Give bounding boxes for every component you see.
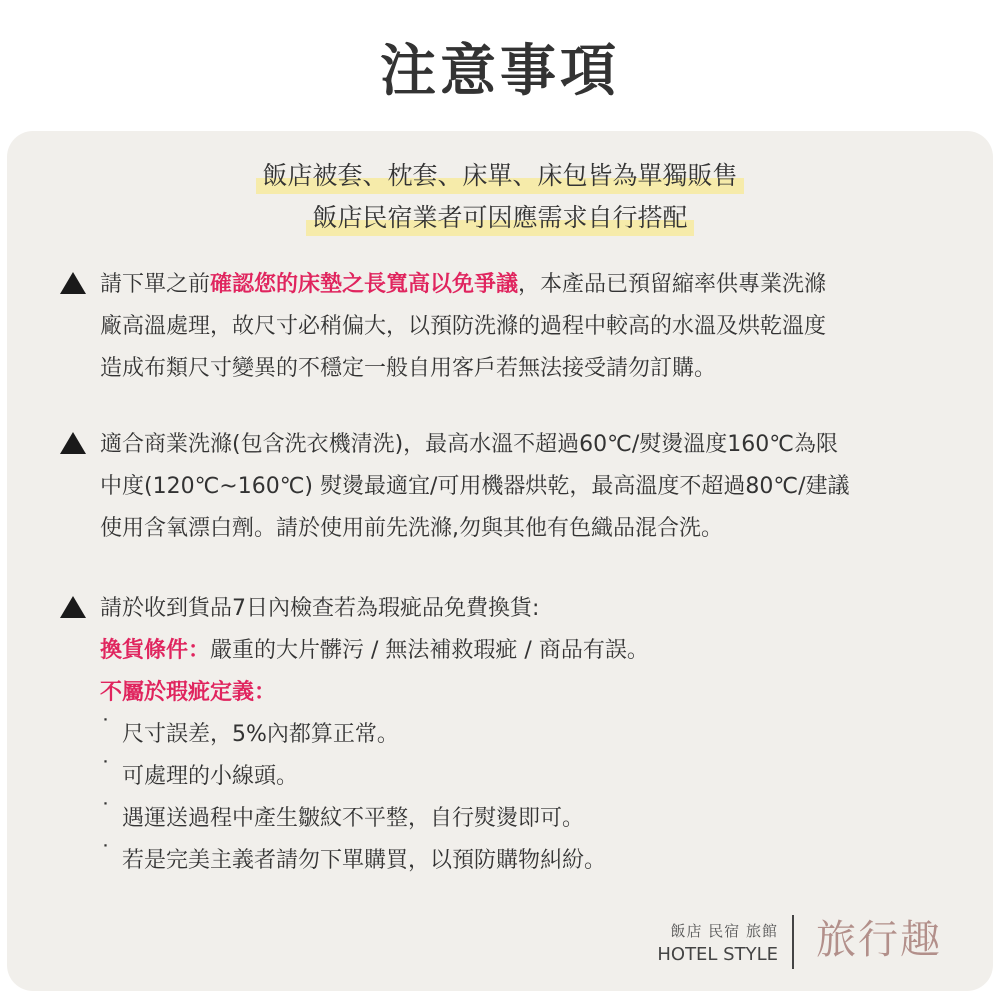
- size-line-3: 造成布類尺寸變異的不穩定一般自用客戶若無法接受請勿訂購。: [100, 356, 717, 381]
- brand-divider: [792, 915, 794, 969]
- exchange-condition-label: 換貨條件：: [100, 638, 211, 663]
- wash-line-2: 中度(120℃~160℃) 熨燙最適宜/可用機器烘乾，最高溫度不超過80℃/建議: [100, 474, 850, 499]
- notice-section-wash: [60, 424, 970, 550]
- section-text: [100, 264, 970, 390]
- wash-line-1: 適合商業洗滌(包含洗衣機清洗)，最高水溫不超過60℃/熨燙溫度160℃為限: [100, 432, 838, 457]
- notice-section-size: [60, 264, 970, 390]
- size-line-2: 廠高溫處理，故尺寸必稍偏大，以預防洗滌的過程中較高的水溫及烘乾溫度: [100, 314, 827, 339]
- list-item: ˙ 尺寸誤差，5%內都算正常。: [100, 714, 970, 756]
- wash-line-3: 使用含氧漂白劑。請於使用前先洗滌,勿與其他有色織品混合洗。: [100, 516, 723, 541]
- brand-tagline-en: HOTEL STYLE: [657, 944, 778, 965]
- size-warning-highlight: 確認您的床墊之長寬高以免爭議: [210, 272, 519, 297]
- exchange-line-1: 請於收到貨品7日內檢查若為瑕疵品免費換貨:: [100, 596, 540, 621]
- list-item: ˙ 遇運送過程中產生皺紋不平整，自行熨燙即可。: [100, 798, 970, 840]
- intro-line-1: 飯店被套、枕套、床單、床包皆為單獨販售: [256, 158, 743, 194]
- brand-tagline-cn: 飯店 民宿 旅館: [670, 922, 778, 940]
- notice-section-exchange: [60, 588, 970, 882]
- triangle-bullet-icon: [60, 432, 86, 454]
- triangle-bullet-icon: [60, 272, 86, 294]
- section-text: [100, 424, 970, 550]
- page-title: 注意事項: [380, 39, 620, 104]
- brand-block: [640, 912, 960, 972]
- section-text: [100, 588, 970, 882]
- exchange-condition-text: 嚴重的大片髒污 / 無法補救瑕疵 / 商品有誤。: [210, 638, 649, 663]
- intro-block: [0, 158, 1000, 242]
- triangle-bullet-icon: [60, 596, 86, 618]
- size-lead: 請下單之前: [100, 272, 211, 297]
- intro-line-2: 飯店民宿業者可因應需求自行搭配: [306, 200, 693, 236]
- brand-logo: 旅行趣: [816, 917, 942, 963]
- size-line-1-rest: ，本產品已預留縮率供專業洗滌: [518, 272, 827, 297]
- not-defect-label: 不屬於瑕疵定義：: [100, 680, 277, 705]
- list-item: ˙ 若是完美主義者請勿下單購買，以預防購物糾紛。: [100, 840, 970, 882]
- list-item: ˙ 可處理的小線頭。: [100, 756, 970, 798]
